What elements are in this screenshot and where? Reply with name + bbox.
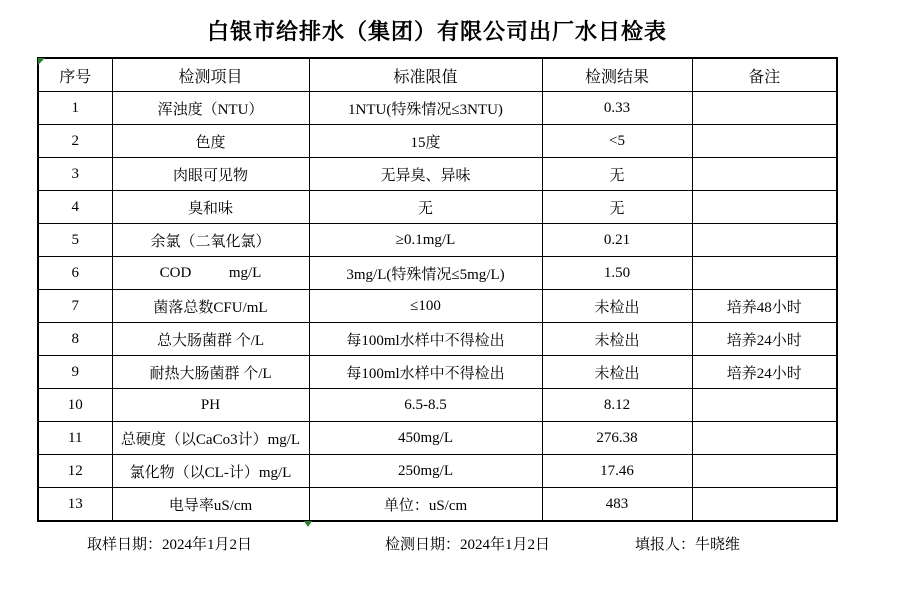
cell-remark: 培养24小时 — [692, 323, 837, 356]
cell-limit: 250mg/L — [309, 455, 542, 488]
col-header-result: 检测结果 — [542, 58, 692, 92]
cell-result: 276.38 — [542, 422, 692, 455]
table-row — [38, 257, 837, 290]
cell-result: 17.46 — [542, 455, 692, 488]
cell-remark — [692, 389, 837, 422]
cell-limit: 单位：uS/cm — [309, 488, 542, 522]
cell-remark — [692, 125, 837, 158]
cell-limit: ≤100 — [309, 290, 542, 323]
table-row — [38, 290, 837, 323]
cell-limit: 无异臭、异味 — [309, 158, 542, 191]
cell-no: 9 — [38, 356, 112, 389]
sample-date-label: 取样日期：2024年1月2日 — [87, 537, 253, 553]
table-row — [38, 92, 837, 125]
cell-limit: 6.5-8.5 — [309, 389, 542, 422]
cell-item: 菌落总数CFU/mL — [112, 290, 309, 323]
col-header-limit: 标准限值 — [309, 58, 542, 92]
cell-no: 13 — [38, 488, 112, 522]
cell-item: 色度 — [112, 125, 309, 158]
cell-limit: 每100ml水样中不得检出 — [309, 356, 542, 389]
cell-limit: 每100ml水样中不得检出 — [309, 323, 542, 356]
cell-no: 1 — [38, 92, 112, 125]
cell-result: 未检出 — [542, 323, 692, 356]
cell-remark — [692, 191, 837, 224]
header-row — [38, 58, 837, 92]
cell-result: 0.21 — [542, 224, 692, 257]
green-bottom-marker-icon — [304, 521, 312, 527]
cell-limit: 无 — [309, 191, 542, 224]
col-header-no: 序号 — [38, 58, 112, 92]
cell-no: 10 — [38, 389, 112, 422]
cell-result: 483 — [542, 488, 692, 522]
table-row — [38, 356, 837, 389]
cell-result: 8.12 — [542, 389, 692, 422]
report-table — [37, 57, 838, 522]
cell-item: COD mg/L — [112, 257, 309, 290]
cell-result: 未检出 — [542, 356, 692, 389]
cell-remark — [692, 158, 837, 191]
table-row — [38, 158, 837, 191]
cell-remark: 培养48小时 — [692, 290, 837, 323]
table-row — [38, 323, 837, 356]
cell-result: <5 — [542, 125, 692, 158]
cell-remark: 培养24小时 — [692, 356, 837, 389]
report-table-wrap — [37, 57, 837, 522]
daily-water-inspection-report — [37, 0, 837, 555]
cell-item: 余氯（二氧化氯） — [112, 224, 309, 257]
page-title: 白银市给排水（集团）有限公司出厂水日检表 — [206, 19, 667, 44]
cell-no: 8 — [38, 323, 112, 356]
green-corner-marker-icon — [38, 58, 45, 65]
cell-remark — [692, 92, 837, 125]
col-header-item: 检测项目 — [112, 58, 309, 92]
cell-item: 氯化物（以CL-计）mg/L — [112, 455, 309, 488]
cell-remark — [692, 422, 837, 455]
reporter-label: 填报人：牛晓维 — [635, 537, 741, 553]
cell-result: 1.50 — [542, 257, 692, 290]
report-footer — [37, 531, 837, 555]
cell-item: 电导率uS/cm — [112, 488, 309, 522]
cell-no: 6 — [38, 257, 112, 290]
cell-no: 2 — [38, 125, 112, 158]
col-header-remark: 备注 — [692, 58, 837, 92]
cell-item: 臭和味 — [112, 191, 309, 224]
cell-no: 7 — [38, 290, 112, 323]
cell-limit: 1NTU(特殊情况≤3NTU) — [309, 92, 542, 125]
cell-remark — [692, 224, 837, 257]
cell-limit: 15度 — [309, 125, 542, 158]
cell-remark — [692, 455, 837, 488]
cell-no: 12 — [38, 455, 112, 488]
cell-remark — [692, 257, 837, 290]
cell-result: 无 — [542, 158, 692, 191]
cell-no: 3 — [38, 158, 112, 191]
table-row — [38, 191, 837, 224]
cell-item: 总硬度（以CaCo3计）mg/L — [112, 422, 309, 455]
cell-no: 11 — [38, 422, 112, 455]
cell-result: 0.33 — [542, 92, 692, 125]
cell-result: 无 — [542, 191, 692, 224]
cell-item: PH — [112, 389, 309, 422]
table-row — [38, 224, 837, 257]
test-date-label: 检测日期：2024年1月2日 — [385, 537, 551, 553]
cell-no: 4 — [38, 191, 112, 224]
table-row — [38, 422, 837, 455]
cell-limit: 3mg/L(特殊情况≤5mg/L) — [309, 257, 542, 290]
cell-result: 未检出 — [542, 290, 692, 323]
cell-limit: 450mg/L — [309, 422, 542, 455]
table-row — [38, 455, 837, 488]
cell-no: 5 — [38, 224, 112, 257]
cell-limit: ≥0.1mg/L — [309, 224, 542, 257]
cell-remark — [692, 488, 837, 522]
cell-item: 肉眼可见物 — [112, 158, 309, 191]
table-row — [38, 488, 837, 522]
cell-item: 浑浊度（NTU） — [112, 92, 309, 125]
cell-item: 总大肠菌群 个/L — [112, 323, 309, 356]
cell-item: 耐热大肠菌群 个/L — [112, 356, 309, 389]
table-row — [38, 389, 837, 422]
table-row — [38, 125, 837, 158]
